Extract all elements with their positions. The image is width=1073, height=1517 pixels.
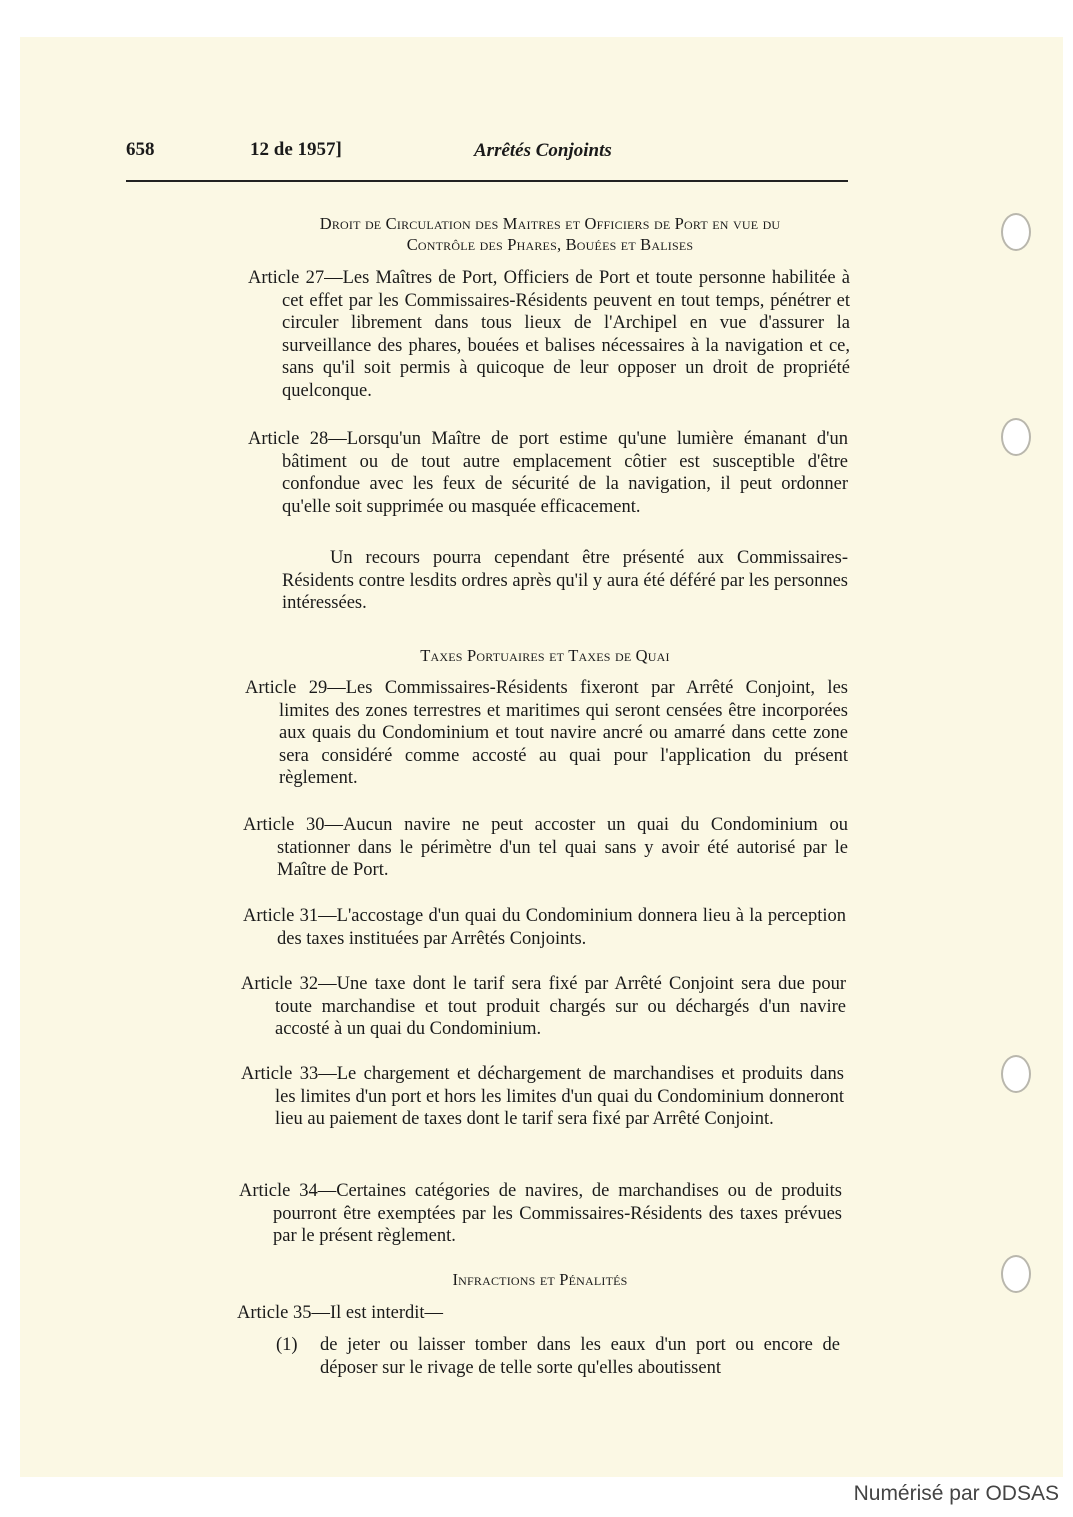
item-number: (1) <box>276 1335 298 1355</box>
binder-hole <box>1001 213 1031 251</box>
binder-hole <box>1001 418 1031 456</box>
article-33: Article 33—Le chargement et déchargement de marchandises et produits dans les limites d'un port et hors les limites d'un quai du Condominium donneront lieu au paiement de taxes dont le tarif sera fixé par Arrêté Conjoint. <box>241 1064 844 1129</box>
article-27: Article 27—Les Maîtres de Port, Officiers de Port et toute personne habilitée à cet effet par les Commissaires-Résidents peuvent en tout temps, pénétrer et circuler librement dans tous lieux de l'Archipel en vue d'assurer la surveillance des phares, bouées et balises nécessaires à la navigation et ce, sans qu'il soit permis à quicoque de leur opposer un droit de propriété quelconque. <box>248 268 850 401</box>
page-number: 658 <box>126 139 155 160</box>
article-28: Article 28—Lorsqu'un Maître de port estime qu'une lumière émanant d'un bâtiment ou de tout autre emplacement côtier est susceptible d'être confondue avec les feux de sécurité de la navigation, il peut ordonner qu'elle soit supprimée ou masquée efficacement. <box>248 429 848 517</box>
digitization-credit: Numérisé par ODSAS <box>853 1482 1059 1505</box>
article-32: Article 32—Une taxe dont le tarif sera fixé par Arrêté Conjoint sera due pour toute marchandise et tout produit chargés sur ou déchargés d'un navire accosté à un quai du Condominium. <box>241 974 846 1039</box>
article-28-paragraph: Un recours pourra cependant être présenté aux Commissaires-Résidents contre lesdits ordres après qu'il y aura été déféré par les personnes intéressées. <box>282 548 848 613</box>
article-34: Article 34—Certaines catégories de navires, de marchandises ou de produits pourront être exemptées par les Commissaires-Résidents des taxes prévues par le présent règlement. <box>239 1181 842 1246</box>
article-30: Article 30—Aucun navire ne peut accoster un quai du Condominium ou stationner dans le périmètre d'un tel quai sans y avoir été autorisé par le Maître de Port. <box>243 815 848 880</box>
binder-hole <box>1001 1255 1031 1293</box>
header-title: Arrêtés Conjoints <box>474 140 612 161</box>
article-29: Article 29—Les Commissaires-Résidents fixeront par Arrêté Conjoint, les limites des zones terrestres et maritimes qui seront censées être incorporées aux quais du Condominium et tout navire ancré ou amarré dans cette zone sera considéré comme accosté au quai pour l'application du présent règlement. <box>245 678 848 788</box>
binder-hole <box>1001 1055 1031 1093</box>
section-heading-infractions: Infractions et Pénalités <box>452 1270 628 1289</box>
item-text: de jeter ou laisser tomber dans les eaux d'un port ou encore de déposer sur le rivage de telle sorte qu'elles aboutissent <box>320 1335 840 1378</box>
header-date: 12 de 1957] <box>250 139 342 160</box>
section-heading-circulation <box>240 213 860 255</box>
article-35-item-1 <box>276 1334 840 1379</box>
article-35: Article 35—Il est interdit— <box>237 1303 444 1323</box>
article-31: Article 31—L'accostage d'un quai du Condominium donnera lieu à la perception des taxes instituées par Arrêtés Conjoints. <box>243 906 846 949</box>
section-heading-line: Contrôle des Phares, Bouées et Balises <box>406 235 694 254</box>
section-heading-taxes: Taxes Portuaires et Taxes de Quai <box>420 646 670 665</box>
section-heading-line: Droit de Circulation des Maitres et Officiers de Port en vue du <box>319 214 781 233</box>
